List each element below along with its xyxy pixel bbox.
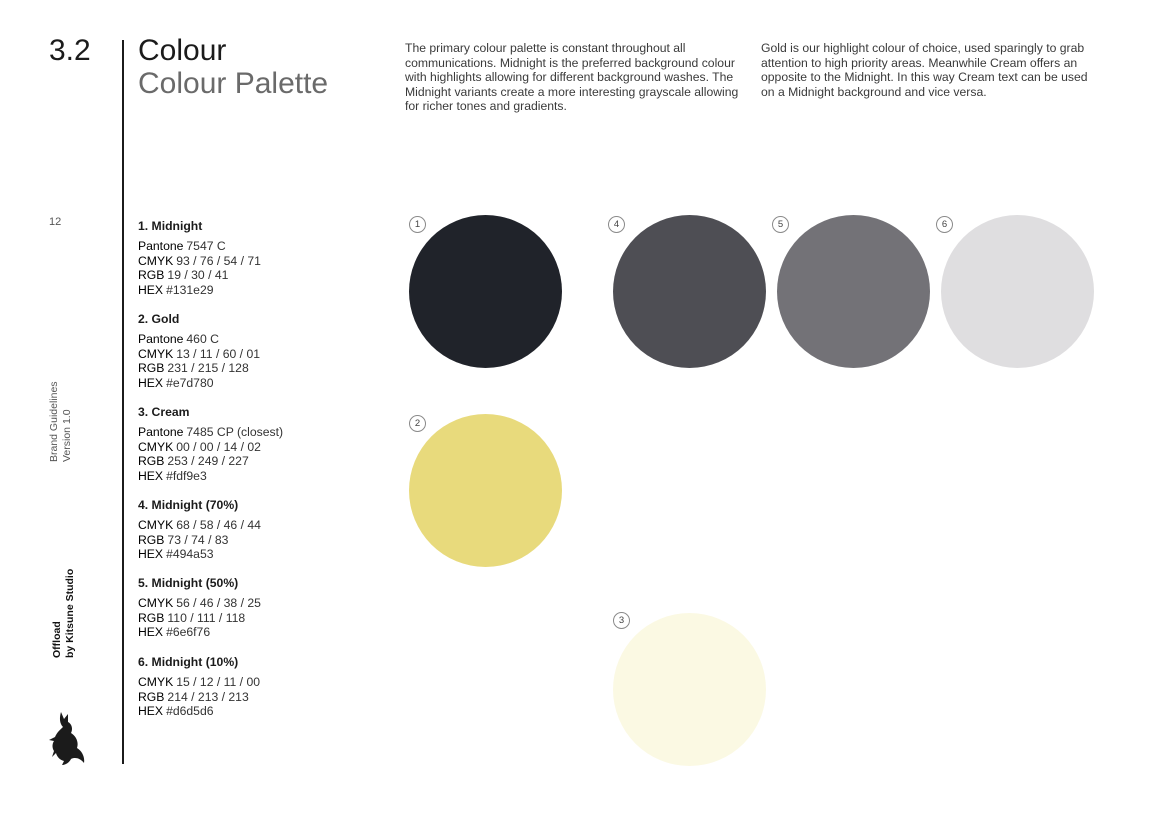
rgb-value: 19 / 30 / 41 — [167, 268, 229, 283]
hex-value: #6e6f76 — [166, 625, 211, 640]
pantone-value: 460 C — [186, 332, 219, 347]
rgb-label: RGB — [138, 361, 165, 376]
brand-studio: by Kitsune Studio — [64, 568, 76, 658]
colour-spec-midnight-10 — [138, 655, 260, 719]
swatch-midnight — [409, 215, 562, 368]
swatch-cream — [613, 613, 766, 766]
colour-spec-midnight — [138, 219, 261, 297]
fox-logo-icon — [46, 710, 86, 768]
pantone-label: Pantone — [138, 332, 184, 347]
swatch-number-badge: 3 — [613, 612, 630, 629]
hex-label: HEX — [138, 704, 164, 719]
intro-text-right: Gold is our highlight colour of choice, used sparingly to grab attention to high priority areas. Meanwhile Cream offers an opposite to the Midnight. In this way Cream text can be used on a Midnight background and vice versa. — [761, 41, 1088, 99]
cmyk-label: CMYK — [138, 346, 174, 361]
vertical-divider — [122, 40, 124, 764]
section-number: 3.2 — [49, 34, 91, 67]
swatch-number-badge: 4 — [608, 216, 625, 233]
swatch-number-badge: 1 — [409, 216, 426, 233]
brand-info — [51, 569, 77, 658]
cmyk-value: 68 / 58 / 46 / 44 — [176, 518, 261, 533]
document-info — [48, 381, 74, 462]
cmyk-label: CMYK — [138, 253, 174, 268]
cmyk-label: CMYK — [138, 675, 174, 690]
colour-name: 1. Midnight — [138, 219, 203, 233]
page-subtitle: Colour Palette — [138, 67, 329, 100]
hex-value: #d6d5d6 — [166, 704, 214, 719]
cmyk-label: CMYK — [138, 439, 174, 454]
rgb-value: 73 / 74 / 83 — [167, 532, 229, 547]
pantone-label: Pantone — [138, 425, 184, 440]
swatch-midnight-10 — [941, 215, 1094, 368]
rgb-label: RGB — [138, 610, 165, 625]
swatch-number-badge: 5 — [772, 216, 789, 233]
cmyk-value: 13 / 11 / 60 / 01 — [176, 346, 261, 361]
cmyk-label: CMYK — [138, 596, 174, 611]
rgb-label: RGB — [138, 689, 165, 704]
rgb-label: RGB — [138, 532, 165, 547]
hex-value: #fdf9e3 — [166, 468, 207, 483]
cmyk-value: 56 / 46 / 38 / 25 — [176, 596, 261, 611]
hex-value: #131e29 — [166, 282, 214, 297]
hex-value: #e7d780 — [166, 375, 214, 390]
document-title: Brand Guidelines — [48, 381, 60, 462]
rgb-value: 110 / 111 / 118 — [167, 610, 246, 625]
hex-label: HEX — [138, 375, 164, 390]
rgb-value: 214 / 213 / 213 — [167, 689, 249, 704]
brand-name: Offload — [51, 621, 63, 658]
colour-spec-midnight-70 — [138, 498, 261, 562]
cmyk-value: 93 / 76 / 54 / 71 — [176, 253, 261, 268]
intro-text-left: The primary colour palette is constant throughout all communications. Midnight is the preferred background colour with highlights allowing for different background washes. The Midnight variants create a more interesting grayscale allowing for richer tones and gradients. — [405, 41, 739, 114]
swatch-gold — [409, 414, 562, 567]
hex-label: HEX — [138, 282, 164, 297]
colour-spec-gold — [138, 312, 260, 390]
colour-name: 4. Midnight (70%) — [138, 498, 239, 512]
hex-value: #494a53 — [166, 547, 214, 562]
document-version: Version 1.0 — [61, 409, 73, 462]
swatch-midnight-70 — [613, 215, 766, 368]
swatch-number-badge: 2 — [409, 415, 426, 432]
swatch-midnight-50 — [777, 215, 930, 368]
colour-spec-midnight-50 — [138, 576, 261, 640]
page-number: 12 — [49, 216, 62, 228]
pantone-label: Pantone — [138, 239, 184, 254]
rgb-value: 231 / 215 / 128 — [167, 361, 249, 376]
colour-spec-cream — [138, 405, 283, 483]
rgb-label: RGB — [138, 454, 165, 469]
swatch-number-badge: 6 — [936, 216, 953, 233]
rgb-label: RGB — [138, 268, 165, 283]
hex-label: HEX — [138, 468, 164, 483]
colour-name: 3. Cream — [138, 405, 190, 419]
cmyk-label: CMYK — [138, 518, 174, 533]
pantone-value: 7547 C — [186, 239, 226, 254]
rgb-value: 253 / 249 / 227 — [167, 454, 249, 469]
cmyk-value: 00 / 00 / 14 / 02 — [176, 439, 261, 454]
hex-label: HEX — [138, 547, 164, 562]
colour-name: 5. Midnight (50%) — [138, 576, 239, 590]
colour-name: 6. Midnight (10%) — [138, 655, 239, 669]
pantone-value: 7485 CP (closest) — [186, 425, 284, 440]
page-title: Colour — [138, 34, 227, 67]
cmyk-value: 15 / 12 / 11 / 00 — [176, 675, 261, 690]
colour-name: 2. Gold — [138, 312, 180, 326]
hex-label: HEX — [138, 625, 164, 640]
